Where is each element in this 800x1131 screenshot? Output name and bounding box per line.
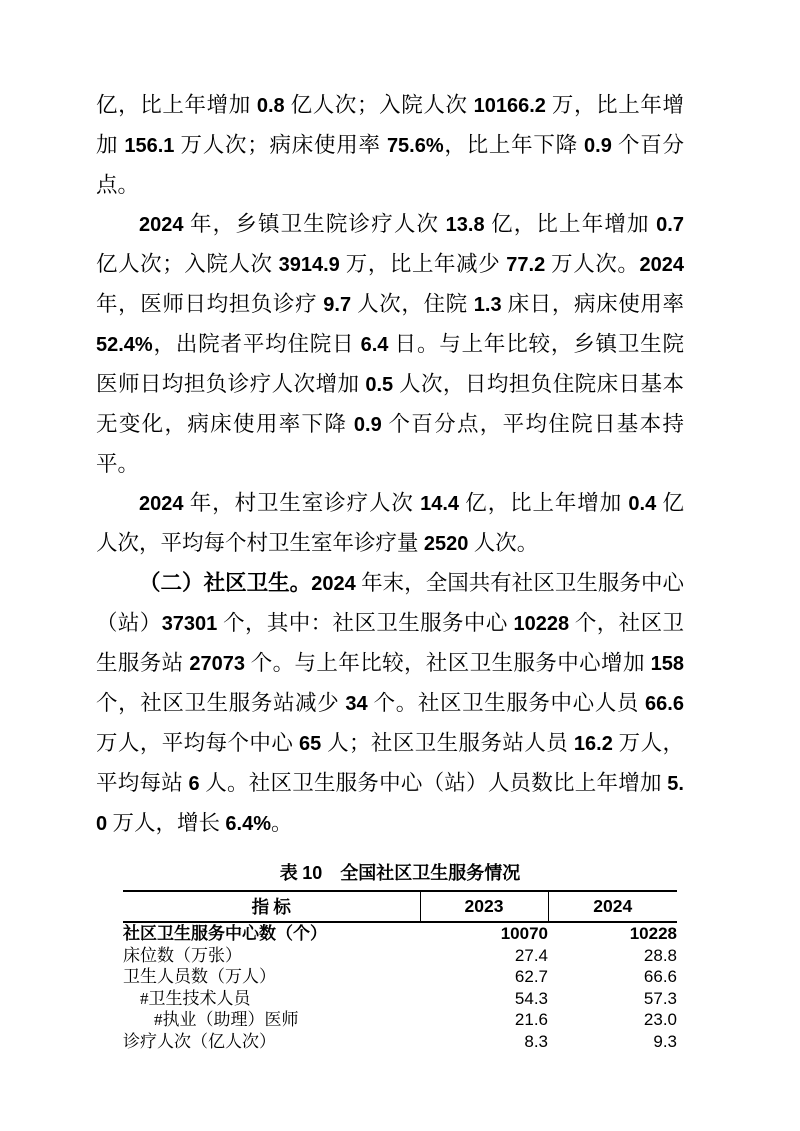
- community-health-table: [123, 890, 677, 1052]
- numeric-value: 0.9: [353, 414, 382, 436]
- value-2023: 8.3: [524, 1031, 548, 1051]
- table-row: [123, 966, 677, 988]
- numeric-value: 66.6: [645, 693, 684, 715]
- table-header-year: [420, 891, 548, 922]
- indicator-label: #卫生技术人员: [140, 988, 251, 1008]
- numeric-value: 0.4: [628, 493, 657, 515]
- value-2023: 21.6: [514, 1010, 548, 1029]
- numeric-value: 34: [345, 693, 368, 715]
- table-row: [123, 1009, 677, 1031]
- numeric-value: 14.4: [420, 493, 460, 515]
- indicator-label: 卫生人员数（万人）: [123, 967, 276, 986]
- numeric-value: 37301: [161, 613, 218, 635]
- numeric-value: 13.8: [445, 214, 485, 236]
- table-header-indicator: 指 标: [123, 891, 420, 922]
- numeric-value: 2024: [311, 573, 356, 595]
- table-row: [123, 1031, 677, 1053]
- numeric-value: 16.2: [573, 733, 613, 755]
- paragraph: （二）社区卫生。2024 年末，全国共有社区卫生服务中心（站）37301 个，其中：社区卫生服务中心 10228 个，社区卫生服务站 27073 个。与上年比较，社区卫生服务中心增加 158 个，社区卫生服务站减少 34 个。社区卫生服务中心人员 66.6 万人，平均每个中心 65 人；社区卫生服务站人员 16.2 万人，平均每站 6 人。社区卫生服务中心（站）人员数比上年增加 5.0 万人，增长 6.4%。: [96, 571, 684, 835]
- numeric-value: 10228: [513, 613, 570, 635]
- paragraph: 亿，比上年增加 0.8 亿人次；入院人次 10166.2 万，比上年增加 156.1 万人次；病床使用率 75.6%，比上年下降 0.9 个百分点。: [96, 93, 684, 197]
- numeric-value: 2520: [423, 533, 469, 555]
- numeric-value: 2024: [139, 493, 184, 515]
- value-2023: 62.7: [514, 967, 548, 986]
- table-row: [123, 988, 677, 1010]
- numeric-value: 1.3: [473, 294, 502, 316]
- value-2024: 9.3: [653, 1031, 677, 1051]
- numeric-value: 3914.9: [278, 254, 340, 276]
- indicator-label: 床位数（万张）: [123, 945, 242, 965]
- numeric-value: 10: [302, 863, 323, 883]
- document-content: [96, 86, 684, 1052]
- numeric-value: 52.4%: [96, 334, 153, 356]
- value-2023: 27.4: [514, 945, 548, 965]
- indicator-label: #执业（助理）医师: [154, 1010, 299, 1029]
- numeric-value: 0.8: [256, 95, 285, 117]
- numeric-value: 2023: [464, 896, 504, 916]
- indicator-label: 社区卫生服务中心数（个）: [123, 924, 327, 943]
- numeric-value: 6.4%: [225, 813, 271, 835]
- value-2024: 10228: [629, 924, 677, 943]
- table-row: [123, 945, 677, 967]
- paragraph: 2024 年，乡镇卫生院诊疗人次 13.8 亿，比上年增加 0.7 亿人次；入院人次 3914.9 万，比上年减少 77.2 万人次。2024 年，医师日均担负诊疗 9.7 人次，住院 1.3 床日，病床使用率 52.4%，出院者平均住院日 6.4 日。与上年比较，乡镇卫生院医师日均担负诊疗人次增加 0.5 人次，日均担负住院床日基本无变化，病床使用率下降 0.9 个百分点，平均住院日基本持平。: [96, 212, 684, 476]
- value-2023: 10070: [500, 924, 548, 943]
- numeric-value: 75.6%: [386, 135, 444, 157]
- numeric-value: 27073: [189, 653, 245, 675]
- indicator-label: 诊疗人次（亿人次）: [123, 1031, 276, 1051]
- value-2024: 28.8: [643, 945, 677, 965]
- numeric-value: 0.7: [656, 214, 684, 236]
- numeric-value: 65: [299, 733, 322, 755]
- numeric-value: 2024: [639, 254, 684, 276]
- value-2024: 66.6: [643, 967, 677, 986]
- numeric-value: 5.0: [96, 773, 684, 835]
- numeric-value: 2024: [593, 896, 633, 916]
- numeric-value: 2024: [139, 214, 184, 236]
- table-section: [123, 861, 677, 1052]
- document-body: [96, 86, 684, 844]
- table-header-year: [548, 891, 677, 922]
- value-2024: 57.3: [643, 988, 677, 1008]
- numeric-value: 77.2: [506, 254, 546, 276]
- numeric-value: 0.9: [584, 135, 612, 157]
- numeric-value: 9.7: [323, 294, 352, 316]
- numeric-value: 10166.2: [473, 95, 546, 117]
- numeric-value: 6: [188, 773, 200, 795]
- numeric-value: 0.5: [365, 374, 394, 396]
- table-body: [123, 922, 677, 1052]
- value-2024: 23.0: [643, 1010, 677, 1029]
- table-header-row: [123, 891, 677, 922]
- numeric-value: 156.1: [124, 135, 175, 157]
- numeric-value: 158: [650, 653, 684, 675]
- value-2023: 54.3: [514, 988, 548, 1008]
- numeric-value: 6.4: [360, 334, 389, 356]
- section-heading: （二）社区卫生。: [139, 571, 312, 595]
- paragraph: 2024 年，村卫生室诊疗人次 14.4 亿，比上年增加 0.4 亿人次，平均每个村卫生室年诊疗量 2520 人次。: [96, 491, 684, 555]
- table-title: 表 10 全国社区卫生服务情况: [279, 863, 521, 883]
- table-row: [123, 922, 677, 945]
